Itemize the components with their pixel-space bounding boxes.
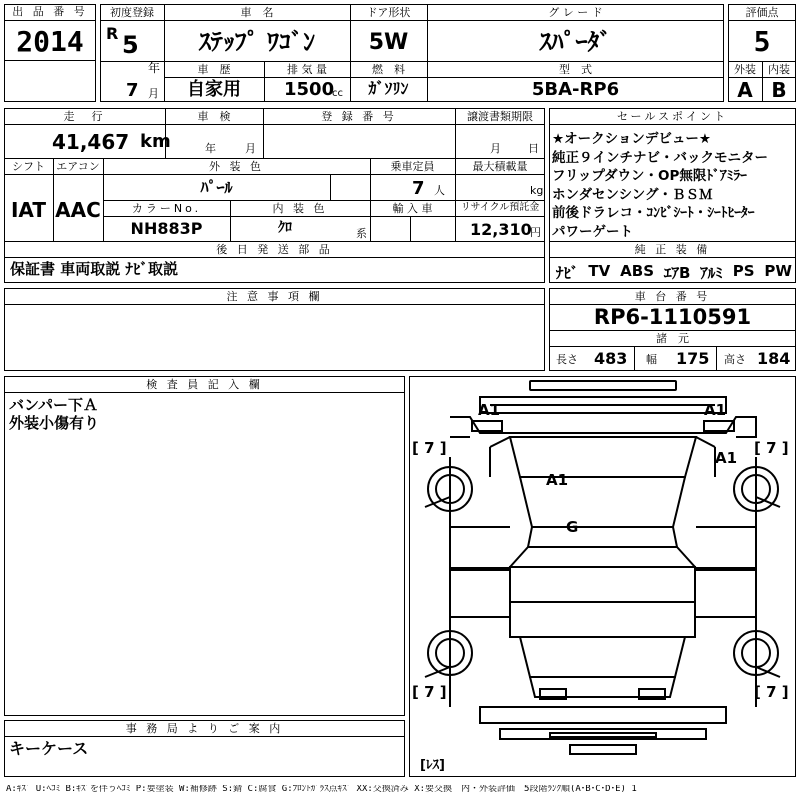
inspector-line: 外装小傷有り (9, 414, 100, 432)
first-reg-month: 7 (126, 80, 139, 101)
exterior-label: 外装 (734, 63, 756, 76)
length-label: 長さ (556, 353, 578, 366)
damage-legend: A:ｷｽﾞ U:ﾍｺﾐ B:ｷｽﾞを伴うﾍｺﾐ P:要塗装 W:補修跡 S:錆 C:腐食 G:ﾌﾛﾝﾄｶﾞﾗｽ点ｷｽﾞ XX:交換済み X:要交換 内・外装評価 5段階ﾗﾝｸ順(A･B･C･D･E) 1 (6, 785, 637, 794)
spare-tire: [ﾚｽ] (420, 758, 445, 773)
width-label: 幅 (646, 353, 657, 366)
capacity-unit: 人 (434, 184, 445, 197)
damage-mark-right-side: A1 (715, 449, 738, 467)
mileage-unit: km (140, 131, 171, 152)
chassis-number: RP6-1110591 (593, 305, 752, 329)
tire-rear-right: [ 7 ] (754, 683, 789, 701)
height: 184 (757, 349, 791, 368)
equip-item: ﾅﾋﾞ (556, 264, 579, 282)
damage-mark-windshield: G (566, 518, 579, 536)
cc-unit: cc (332, 88, 343, 99)
recycle-deposit: 12,310 (470, 220, 532, 239)
sales-point-line: ホンダセンシング・ＢＳＭ (552, 186, 713, 203)
sales-point-label: セールスポイント (616, 110, 728, 123)
car-outline-diagram (410, 377, 795, 776)
air-conditioner: AAC (55, 198, 101, 222)
history: 自家用 (187, 79, 241, 100)
height-label: 高さ (724, 353, 746, 366)
color-no-label: カラーNo. (131, 202, 202, 215)
equip-item: PW (764, 262, 792, 280)
score-label: 評価点 (745, 6, 779, 19)
inspector-notes (9, 396, 99, 432)
displacement: 1500 (284, 79, 335, 100)
capacity-label: 乗車定員 (390, 160, 435, 173)
equipment-label: 純 正 装 備 (634, 243, 711, 256)
model: 5BA-RP6 (531, 79, 620, 100)
first-reg-label: 初度登録 (110, 6, 154, 19)
interior-grade: B (771, 78, 787, 102)
sales-point-list (552, 130, 794, 241)
model-label: 型 式 (559, 63, 592, 76)
int-color-unit: 系 (356, 227, 367, 240)
car-name: ｽﾃｯﾌﾟ ﾜｺﾞﾝ (198, 28, 316, 56)
transfer-day-unit: 日 (528, 142, 539, 155)
inspector-line: バンパー下Ａ (9, 396, 98, 414)
equip-item: PS (732, 262, 755, 280)
tire-rear-left: [ 7 ] (412, 683, 447, 701)
length: 483 (594, 349, 628, 368)
later-parts-label: 後 日 発 送 部 品 (216, 243, 333, 256)
score: 5 (753, 25, 771, 58)
door-type: 5W (368, 30, 409, 55)
damage-mark-front-left: A1 (478, 401, 501, 419)
inspector-label: 検 査 員 記 入 欄 (146, 378, 263, 391)
import-label: 輸 入 車 (392, 202, 433, 215)
interior-color: ｸﾛ (278, 220, 292, 236)
grade-label: グ レ ー ド (548, 6, 603, 19)
office-label: 事 務 局 よ り ご 案 内 (125, 722, 284, 735)
inspection-year-unit: 年 (205, 142, 216, 155)
lot-number: 2014 (16, 25, 84, 58)
transfer-label: 譲渡書類期限 (467, 110, 533, 123)
notes-label: 注 意 事 項 欄 (226, 290, 323, 303)
inspection-month-unit: 月 (245, 142, 256, 155)
damage-mark-front-right: A1 (704, 401, 727, 419)
width: 175 (676, 349, 710, 368)
shift: IAT (10, 198, 46, 222)
exterior-grade: A (737, 78, 753, 102)
capacity: 7 (412, 178, 425, 199)
equip-item: TV (588, 262, 611, 280)
fuel: ｶﾞｿﾘﾝ (368, 79, 409, 98)
recycle-unit: 円 (530, 226, 541, 239)
later-parts: 保証書 車両取説 ﾅﾋﾞ取説 (10, 260, 178, 278)
history-label: 車 歴 (197, 63, 231, 76)
sales-point-line: ★オークションデビュー★ (552, 131, 711, 147)
recycle-label: リサイクル預託金 (460, 202, 540, 213)
reg-no-label: 登 録 番 号 (321, 110, 397, 123)
equip-item: ｴｱB (663, 264, 691, 282)
year-unit: 年 (148, 61, 161, 75)
tire-front-right: [ 7 ] (754, 439, 789, 457)
grade: ｽﾊﾟｰﾀﾞ (539, 28, 612, 56)
door-label: ドア形状 (366, 6, 411, 19)
sales-point-line: 前後ドラレコ・ｺﾝﾋﾞｼｰﾄ・ｼｰﾄﾋｰﾀｰ (552, 205, 755, 221)
spec-label: 諸 元 (656, 332, 689, 345)
first-reg-year: 5 (122, 31, 139, 59)
color-label: 外 装 色 (209, 160, 264, 173)
equipment-list (556, 262, 792, 283)
color-number: NH883P (130, 219, 203, 238)
mileage: 41,467 (52, 130, 130, 154)
load-unit: kg (530, 184, 544, 197)
damage-diagram (409, 376, 796, 777)
month-unit: 月 (148, 87, 159, 100)
fuel-label: 燃 料 (372, 63, 405, 76)
mileage-label: 走 行 (63, 110, 106, 123)
office-text: キーケース (9, 739, 89, 758)
inspection-label: 車 検 (197, 110, 231, 123)
car-name-label: 車 名 (240, 6, 274, 19)
equip-item: ｱﾙﾐ (700, 264, 723, 282)
lot-no-label: 出 品 番 号 (12, 5, 88, 18)
ac-label: エアコン (56, 160, 100, 173)
displacement-label: 排 気 量 (287, 63, 327, 76)
interior-label: 内装 (768, 63, 790, 76)
equip-item: ABS (620, 262, 655, 280)
int-color-label: 内 装 色 (272, 202, 328, 215)
exterior-color: ﾊﾟｰﾙ (200, 178, 233, 197)
transfer-month-unit: 月 (490, 142, 501, 155)
load-label: 最大積載量 (472, 160, 528, 173)
sales-point-line: パワーゲート (552, 223, 633, 240)
sales-point-line: 純正９インチナビ・バックモニター (552, 149, 768, 166)
chassis-label: 車 台 番 号 (634, 290, 711, 303)
era-label: R (106, 24, 119, 43)
damage-mark-roof: A1 (546, 471, 569, 489)
tire-front-left: [ 7 ] (412, 439, 447, 457)
shift-label: シフト (12, 160, 45, 173)
sales-point-line: フリップダウン・OP無限ﾄﾞｱﾐﾗｰ (552, 168, 747, 184)
